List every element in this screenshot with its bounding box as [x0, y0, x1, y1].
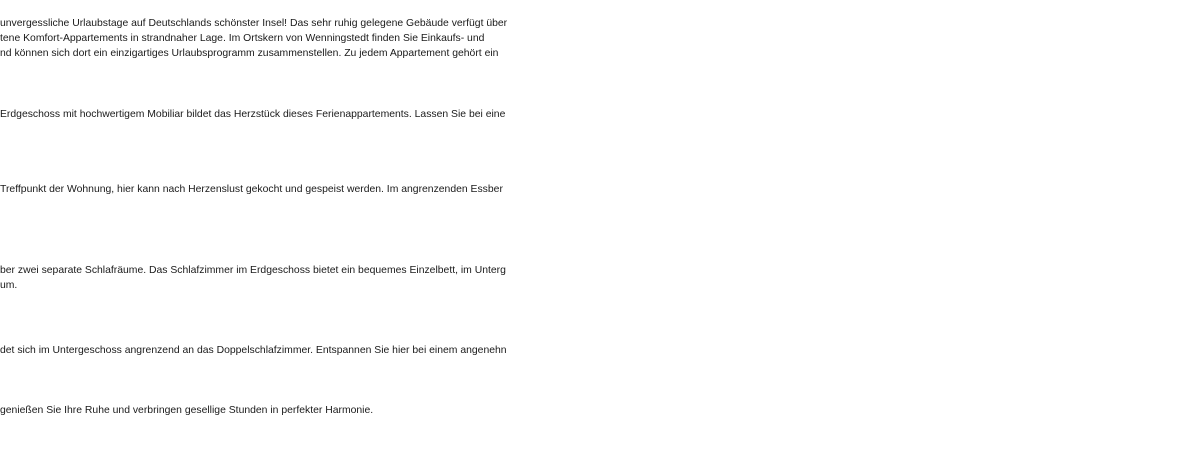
paragraph-bedrooms: [0, 263, 506, 293]
paragraph-bathroom: [0, 343, 507, 358]
text-line: Treffpunkt der Wohnung, hier kann nach Herzenslust gekocht und gespeist werden. Im angrenzenden Essber: [0, 184, 503, 195]
text-line: genießen Sie Ihre Ruhe und verbringen gesellige Stunden in perfekter Harmonie.: [0, 405, 374, 416]
paragraph-kitchen: [0, 182, 503, 197]
text-line: unvergessliche Urlaubstage auf Deutschlands schönster Insel! Das sehr ruhig gelegene Gebäude verfügt über: [0, 18, 508, 29]
text-line: um.: [0, 280, 18, 291]
text-line: Erdgeschoss mit hochwertigem Mobiliar bildet das Herzstück dieses Ferienappartements. Lassen Sie bei eine: [0, 109, 506, 120]
paragraph-terrace: [0, 403, 373, 418]
text-line: nd können sich dort ein einzigartiges Urlaubsprogramm zusammenstellen. Zu jedem Appartement gehört ein: [0, 48, 499, 59]
text-line: tene Komfort-Appartements in strandnaher Lage. Im Ortskern von Wenningstedt finden Sie Einkaufs- und: [0, 33, 485, 44]
paragraph-intro: [0, 16, 507, 61]
document-viewport: [0, 0, 508, 450]
text-line: ber zwei separate Schlafräume. Das Schlafzimmer im Erdgeschoss bietet ein bequemes Einzelbett, im Unterg: [0, 265, 506, 276]
text-line: det sich im Untergeschoss angrenzend an das Doppelschlafzimmer. Entspannen Sie hier bei einem angenehn: [0, 345, 507, 356]
paragraph-living-room: [0, 107, 505, 122]
